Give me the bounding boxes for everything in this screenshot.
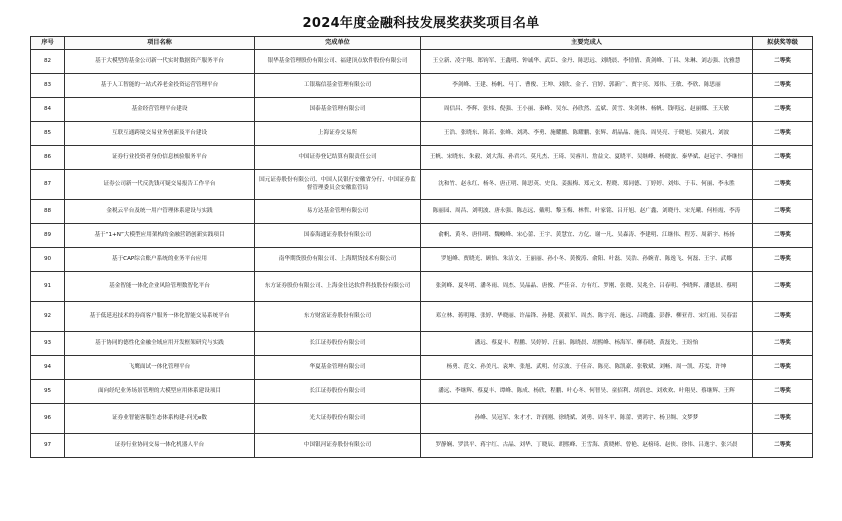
table-row (31, 302, 813, 332)
main-contributors: 周信昌、李辉、张炜、倪强、王小丽、秦峰、吴东、孙欣然、孟斌、黄雪、朱剑林、杨帆、钱明远、赵丽娜、王天敏 (421, 98, 753, 122)
main-contributors: 孙峰、吴冠军、朱才才、许润刚、徐晓斌、刘勇、周冬平、陈蕾、贾鸿宇、杨卫绸、文梦梦 (421, 404, 753, 434)
award-grade: 二等奖 (753, 200, 813, 224)
project-name: 互联互通跨境交易业务创新及平台建设 (65, 122, 255, 146)
table-row (31, 122, 813, 146)
main-contributors: 邓立林、蒋明翔、张婷、华晓丽、许晶锋、孙健、黄毅军、周杰、陈宇亮、施远、吕晓鑫、彭静、柳亚青、宋红雨、吴春雷 (421, 302, 753, 332)
row-number: 95 (31, 380, 65, 404)
main-contributors: 沈和竹、赵永红、杨冬、唐正明、陈思英、史良、姜振梅、郑元文、程晓、郑同德、丁婷婷、刘炜、于韦、何丽、李永胜 (421, 170, 753, 200)
main-contributors: 罗静娴、罗洪平、蒋宇红、古晶、刘华、丁晓辰、胡熙峰、王雪海、黄晓彬、曾艳、赵榜琦、赵侠、徐伟、吕逸宇、张兴晨 (421, 434, 753, 458)
table-row (31, 224, 813, 248)
award-grade: 二等奖 (753, 380, 813, 404)
award-grade: 二等奖 (753, 434, 813, 458)
award-grade: 二等奖 (753, 356, 813, 380)
main-contributors: 王帆、宋晓东、朱毅、刘大海、孙君兴、莫凡杰、王琦、吴睿川、詹益文、夏晓平、吴继峰、杨晓波、秦华斌、赵冠宇、李继恒 (421, 146, 753, 170)
project-name: 基于人工智能的一站式养老金投资运营管理平台 (65, 74, 255, 98)
completing-unit: 国泰基金管理有限公司 (255, 98, 421, 122)
main-contributors: 罗旭峰、贾晓光、顾怡、朱洁文、王丽丽、孙小冬、黄俊涛、俞阳、叶磊、吴浩、孙婉青、陈逸飞、何磊、王宇、武娜 (421, 248, 753, 272)
project-name: 基于低延迟技术的券商客户服务一体化智能交易系统平台 (65, 302, 255, 332)
table-row (31, 248, 813, 272)
award-grade: 二等奖 (753, 404, 813, 434)
header-people: 主要完成人 (421, 37, 753, 50)
project-name: 基于大模型的基金公司新一代实时数据资产服务平台 (65, 50, 255, 74)
project-name: 证券行业协同交易一体化机器人平台 (65, 434, 255, 458)
row-number: 86 (31, 146, 65, 170)
header-no: 序号 (31, 37, 65, 50)
award-grade: 二等奖 (753, 170, 813, 200)
table-row (31, 146, 813, 170)
main-contributors: 王浩、张晓东、陈若、张峰、刘鸿、李勇、施耀鹏、陈耀鹏、张辉、胡晶晶、施良、周昊亮、于晓旭、吴毅凡、刘波 (421, 122, 753, 146)
header-project-name: 项目名称 (65, 37, 255, 50)
table-row (31, 170, 813, 200)
completing-unit: 长江证券股份有限公司 (255, 332, 421, 356)
award-grade: 二等奖 (753, 272, 813, 302)
completing-unit: 中国银河证券股份有限公司 (255, 434, 421, 458)
table-row (31, 434, 813, 458)
main-contributors: 杨勇、范文、孙美凡、袁坤、张旭、武明、付京波、于佳音、陈亮、陈凯豪、张敬斌、刘畅、周一凯、苏雯、许坤 (421, 356, 753, 380)
completing-unit: 中国证券登记结算有限责任公司 (255, 146, 421, 170)
project-name: 证券行业投资者身份信息核验服务平台 (65, 146, 255, 170)
completing-unit: 上海证券交易所 (255, 122, 421, 146)
completing-unit: 华夏基金管理有限公司 (255, 356, 421, 380)
completing-unit: 国泰海通证券股份有限公司 (255, 224, 421, 248)
completing-unit: 易方达基金管理有限公司 (255, 200, 421, 224)
document-title: 2024年度金融科技发展奖获奖项目名单 (302, 16, 540, 31)
row-number: 91 (31, 272, 65, 302)
completing-unit: 长江证券股份有限公司 (255, 380, 421, 404)
award-grade: 二等奖 (753, 302, 813, 332)
table-row (31, 380, 813, 404)
award-grade: 二等奖 (753, 50, 813, 74)
award-grade: 二等奖 (753, 122, 813, 146)
completing-unit: 东方证券股份有限公司、上海金仕达软件科技股份有限公司 (255, 272, 421, 302)
project-name: 金税云平台及统一用户管理体系建设与实践 (65, 200, 255, 224)
table-row (31, 272, 813, 302)
header-grade: 拟获奖等级 (753, 37, 813, 50)
row-number: 94 (31, 356, 65, 380)
row-number: 88 (31, 200, 65, 224)
project-name: 证券业智能客服生态体系构建-问光e数 (65, 404, 255, 434)
main-contributors: 潘远、蔡夏丰、程鹏、吴婷婷、汪丽、陈晓晨、胡熙峰、杨海军、柳春晓、黄磊先、王盼怡 (421, 332, 753, 356)
table-row (31, 98, 813, 122)
row-number: 85 (31, 122, 65, 146)
main-contributors: 陈丽园、周昌、刘明波、唐永强、陈志远、戴明、黎玉梅、林哲、叶家铭、吕开旭、赵广鑫、刘晓丹、宋光曦、何桂霞、李涛 (421, 200, 753, 224)
row-number: 93 (31, 332, 65, 356)
project-name: 基金经营管理平台建设 (65, 98, 255, 122)
row-number: 96 (31, 404, 65, 434)
table-row (31, 404, 813, 434)
header-unit: 完成单位 (255, 37, 421, 50)
main-contributors: 王立新、凌宇翔、郑钧军、王鑫明、钟诚华、武臣、金丹、陈思远、刘晓晨、李情情、黄剑峰、丁昌、朱琳、刘志强、沈雅慧 (421, 50, 753, 74)
completing-unit: 国元证券股份有限公司、中国人民银行安徽省分行、中国证券监督管理委员会安徽监管局 (255, 170, 421, 200)
main-contributors: 张剑峰、夏冬明、潘冬雨、周杰、吴晶晶、唐俊、严佳音、方有红、罗刚、张晓、吴兆全、吕春明、李晓辉、潘恩晨、蔡明 (421, 272, 753, 302)
row-number: 83 (31, 74, 65, 98)
award-grade: 二等奖 (753, 332, 813, 356)
award-grade: 二等奖 (753, 146, 813, 170)
row-number: 90 (31, 248, 65, 272)
project-name: 飞鹰面试一体化管理平台 (65, 356, 255, 380)
row-number: 92 (31, 302, 65, 332)
table-header-row (31, 37, 813, 50)
completing-unit: 工银瑞信基金管理有限公司 (255, 74, 421, 98)
main-contributors: 李剑峰、王建、杨帆、马丁、曹俊、王坤、刘欣、金子、宫婷、郭新广、贾宇亮、郑伟、王敏、李欣、陈思丽 (421, 74, 753, 98)
award-grade: 二等奖 (753, 248, 813, 272)
project-name: 基金智能一体化企业风险管理数智化平台 (65, 272, 255, 302)
table-row (31, 200, 813, 224)
project-name: 基于“1+N”大模型应用架构的金融营销创新实践项目 (65, 224, 255, 248)
project-name: 面向经纪业务场景管理的大模型应用体系建设项目 (65, 380, 255, 404)
row-number: 89 (31, 224, 65, 248)
project-name: 基于协同的德性化金融全域应用开发框架研究与实践 (65, 332, 255, 356)
completing-unit: 南华期货股份有限公司、上海期货技术有限公司 (255, 248, 421, 272)
completing-unit: 光大证券股份有限公司 (255, 404, 421, 434)
award-grade: 二等奖 (753, 98, 813, 122)
completing-unit: 银华基金管理股份有限公司、福建顶点软件股份有限公司 (255, 50, 421, 74)
row-number: 84 (31, 98, 65, 122)
award-grade: 二等奖 (753, 224, 813, 248)
award-table (30, 36, 813, 458)
table-row (31, 332, 813, 356)
completing-unit: 东方财富证券股份有限公司 (255, 302, 421, 332)
row-number: 82 (31, 50, 65, 74)
table-row (31, 74, 813, 98)
project-name: 基于CAP综合账户系统的业务平台应用 (65, 248, 255, 272)
main-contributors: 潘远、李继辉、蔡夏丰、谭峰、陈成、杨欣、程鹏、叶心冬、何智昊、童招利、胡润忠、刘欢欢、叶翔昊、蔡继辉、王辉 (421, 380, 753, 404)
row-number: 97 (31, 434, 65, 458)
project-name: 证券公司新一代反洗钱可疑交易报告工作平台 (65, 170, 255, 200)
table-row (31, 356, 813, 380)
award-grade: 二等奖 (753, 74, 813, 98)
main-contributors: 俞帆、黄冬、唐伟明、魏峻峰、宋心蕾、王宇、黄慧宜、方亿、谢一凡、吴森涛、李建明、江继伟、程芳、周新宇、杨扬 (421, 224, 753, 248)
table-row (31, 50, 813, 74)
row-number: 87 (31, 170, 65, 200)
